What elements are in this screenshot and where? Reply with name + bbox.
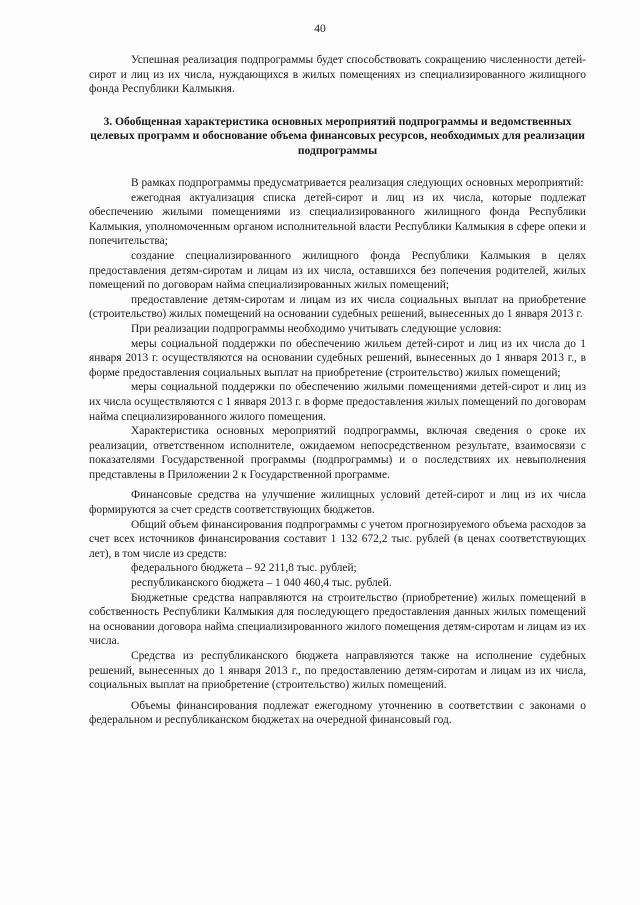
paragraph: создание специализированного жилищного фонда Республики Калмыкия в целях предоставления детям-сиротам и лицам из их числа, оставшихся без попечения родителей, жилых помещений по договорам найма специализированных жилых помещений; [89,249,586,292]
paragraph: В рамках подпрограммы предусматривается реализация следующих основных мероприятий: [131,177,584,189]
paragraph: предоставление детям-сиротам и лицам из их числа социальных выплат на приобретение (строительство) жилых помещений на основании судебных решений, вынесенных до 1 января 2013 г. [89,293,586,321]
paragraph: федерального бюджета – 92 211,8 тыс. рублей; [131,562,357,575]
intro-paragraph: Успешная реализация подпрограммы будет способствовать сокращению численности детей-сирот и лиц из их числа, нуждающихся в жилых помещениях из специализированного жилищного фонда Республики Калмыкия. [89,54,586,96]
paragraph: меры социальной поддержки по обеспечению жилыми помещениями детей-сирот и лиц из их числа осуществляются с 1 января 2013 г. в форме предоставления жилых помещений по договорам найма специализированного жилого помещения. [89,381,586,423]
paragraph: Средства из республиканского бюджета направляются также на исполнение судебных решений, вынесенных до 1 января 2013 г., по предоставлению детям-сиротам и лицам из их числа, социальных выплат на приобретение (строительство) жилых помещений. [89,650,586,692]
section-heading: 3. Обобщенная характеристика основных мероприятий подпрограммы и ведомственных целевых программ и обоснование объема финансовых ресурсов, необходимых для реализации подпрограммы [90,114,585,157]
paragraph: Объемы финансирования подлежат ежегодному уточнению в соответствии с законами о федеральном и республиканском бюджетах на очередной финансовый год. [89,699,586,727]
paragraph: При реализации подпрограммы необходимо учитывать следующие условия: [131,322,502,335]
paragraph: Общий объем финансирования подпрограммы с учетом прогнозируемого объема расходов за счет всех источников финансирования составит 1 132 672,2 тыс. рублей (в ценах соответствующих лет), в том числе из средств: [89,518,586,560]
paragraph: Бюджетные средства направляются на строительство (приобретение) жилых помещений в собственность Республики Калмыкия для последующего предоставления данных жилых помещений на основании договора найма специализированного жилого помещения детям-сиротам и лицам из их числа. [89,591,586,648]
page-content [89,53,586,728]
page-number: 40 [314,23,326,35]
paragraph: республиканского бюджета – 1 040 460,4 тыс. рублей. [131,577,392,590]
paragraph: Характеристика основных мероприятий подпрограммы, включая сведения о сроке их реализации, ответственном исполнителе, ожидаемом непосредственном результате, взаимосвязи с показателями Государственной программы (подпрограммы) и о последствиях их невыполнения представлены в Приложении 2 к Государственной программе. [89,425,586,481]
paragraph: Финансовые средства на улучшение жилищных условий детей-сирот и лиц из их числа формируются за счет средств соответствующих бюджетов. [89,489,586,517]
paragraph: ежегодная актуализация списка детей-сирот и лиц из их числа, которые подлежат обеспечению жилыми помещениями из специализированного жилищного фонда Республики Калмыкия, уполномоченным органом исполнительной власти Республики Калмыкия в сфере опеки и попечительства; [89,191,586,248]
paragraph: меры социальной поддержки по обеспечению жильем детей-сирот и лиц из их числа до 1 января 2013 г. осуществляются на основании судебных решений, вынесенных до 1 января 2013 г., в форме предоставления социальных выплат на приобретение (строительство) жилых помещений; [89,337,586,379]
